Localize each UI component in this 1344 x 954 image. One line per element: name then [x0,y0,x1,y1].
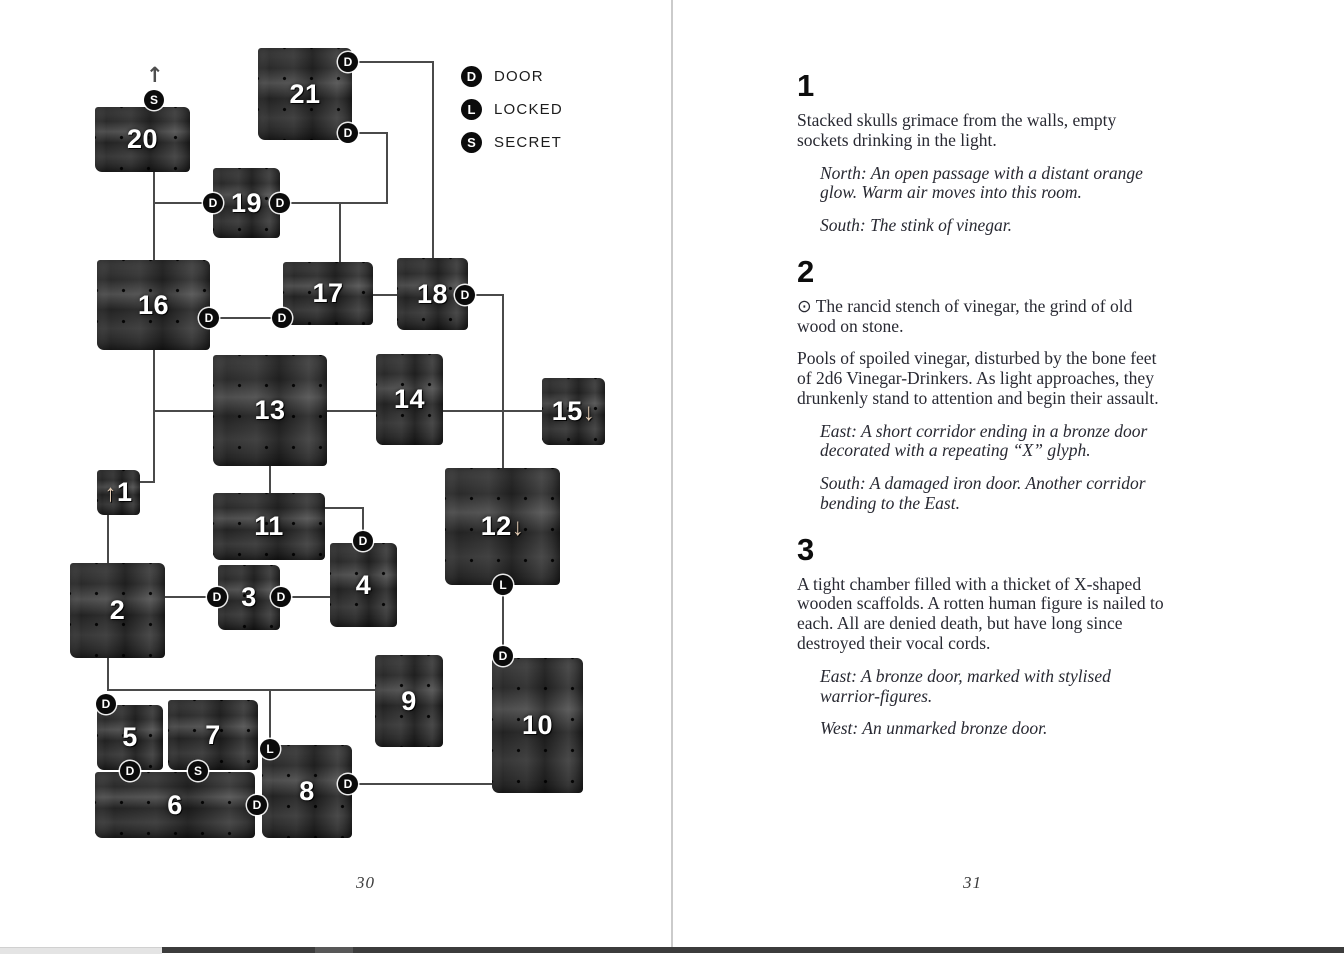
room-number: 4 [355,569,372,600]
room-6 [95,772,255,838]
corridor-line [139,481,155,483]
stairs-down-arrow-icon: ↓ [582,399,596,426]
legend-row [461,66,563,87]
corridor-line [153,171,155,261]
locked-badge: L [493,575,513,595]
corridor-line [373,294,397,296]
door-badge: D [203,193,223,213]
room-heading: 3 [797,531,815,567]
direction-note: North: An open passage with a distant orange glow. Warm air moves into this room. [820,162,1143,203]
room-number: 16 [137,289,170,320]
direction-note: South: The stink of vinegar. [820,215,1012,236]
room-heading: 1 [797,68,815,103]
room-number: 15↓ [551,396,596,426]
page-number-right: 31 [963,873,982,892]
room-1 [97,470,140,515]
room-descriptions [797,70,1165,755]
door-badge: D [120,761,140,781]
room-13 [213,355,327,466]
corridor-line [351,783,493,785]
room-12 [445,468,560,585]
legend-row [461,132,563,153]
room-number: 3 [241,582,257,612]
corridor-line [269,465,271,494]
room-number: 5 [122,722,138,752]
door-badge: D [271,587,291,607]
legend-label: SECRET [494,134,563,151]
room-number: 18 [416,278,449,309]
direction-note: South: A damaged iron door. Another corridor bending to the East. [820,473,1146,513]
room-description: ⊙ The rancid stench of vinegar, the grind of old wood on stone. [797,295,1133,336]
corridor-line [107,689,376,691]
room-9 [375,655,443,747]
room-description: Pools of spoiled vinegar, disturbed by the bone feet of 2d6 Vinegar-Drinkers. As light approaches, they drunkenly stand to attention and begin their assault. [797,348,1159,408]
door-badge: D [338,123,358,143]
room-11 [213,493,325,560]
stairs-down-arrow-icon: ↓ [511,514,525,541]
room-number: 9 [401,685,417,716]
direction-note: East: A bronze door, marked with stylised warrior-figures. [820,665,1111,706]
locked-badge: L [461,99,482,120]
room-number: 17 [312,278,344,308]
door-badge: D [455,285,475,305]
room-number: 6 [167,789,183,820]
corridor-line [327,410,377,412]
door-badge: D [272,308,292,328]
corridor-line [280,202,388,204]
map-legend [461,66,563,165]
corridor-line [107,514,109,564]
room-number: 19 [230,187,263,218]
corridor-line [386,133,388,203]
room-8 [262,745,352,838]
direction-note: East: A short corridor ending in a bronze door decorated with a repeating “X” glyph. [820,420,1148,461]
room-heading: 2 [797,253,815,289]
door-badge: D [199,308,219,328]
door-badge: D [338,52,358,72]
room-7 [168,700,258,770]
door-badge: D [338,774,358,794]
room-description: A tight chamber filled with a thicket of X-shaped wooden scaffolds. A rotten human figure is nailed to each. All are denied death, but have long since destroyed their vocal cords. [797,573,1164,654]
north-exit-arrow-icon: ↑ [146,63,164,87]
secret-badge: S [461,132,482,153]
room-section-2 [797,253,1165,514]
room-number: 8 [299,776,315,806]
corridor-line [443,410,543,412]
corridor-line [502,294,504,468]
door-badge: D [270,193,290,213]
corridor-line [154,410,214,412]
page-number-left: 30 [356,873,375,892]
legend-label: LOCKED [494,101,563,118]
locked-badge: L [260,739,280,759]
room-section-3 [797,531,1165,739]
door-badge: D [207,587,227,607]
corridor-line [153,349,155,483]
door-badge: D [96,694,116,714]
room-16 [97,260,210,350]
corridor-line [325,507,364,509]
room-number: 11 [254,511,284,541]
room-number: 21 [289,78,321,109]
corridor-line [432,61,434,259]
room-2 [70,563,165,658]
room-number: 2 [109,595,126,625]
direction-note: West: An unmarked bronze door. [820,718,1048,739]
room-15 [542,378,605,445]
door-badge: D [493,646,513,666]
room-number: 13 [254,395,286,425]
room-description: Stacked skulls grimace from the walls, empty sockets drinking in the light. [797,110,1117,150]
secret-badge: S [144,90,164,110]
corridor-line [339,202,341,263]
room-number: 7 [205,719,221,750]
bottom-scrollbar-thumb[interactable] [315,947,353,953]
room-number: 20 [126,124,159,154]
room-number: 14 [393,384,426,414]
door-badge: D [353,531,373,551]
secret-badge: S [188,761,208,781]
stairs-up-arrow-icon: ↑ [104,480,117,507]
room-17 [283,262,373,325]
room-4 [330,543,397,627]
corridor-line [352,61,434,63]
room-20 [95,107,190,172]
room-14 [376,354,443,445]
legend-row [461,99,563,120]
corridor-line [107,654,109,691]
room-number: ↑1 [104,477,133,507]
room-number: 10 [521,710,554,740]
page-divider [671,0,673,948]
door-badge: D [461,66,482,87]
dungeon-map [0,0,672,948]
room-10 [492,658,583,793]
room-number: 12↓ [480,511,525,541]
door-badge: D [247,795,267,815]
legend-label: DOOR [494,68,544,85]
room-section-1 [797,70,1165,236]
